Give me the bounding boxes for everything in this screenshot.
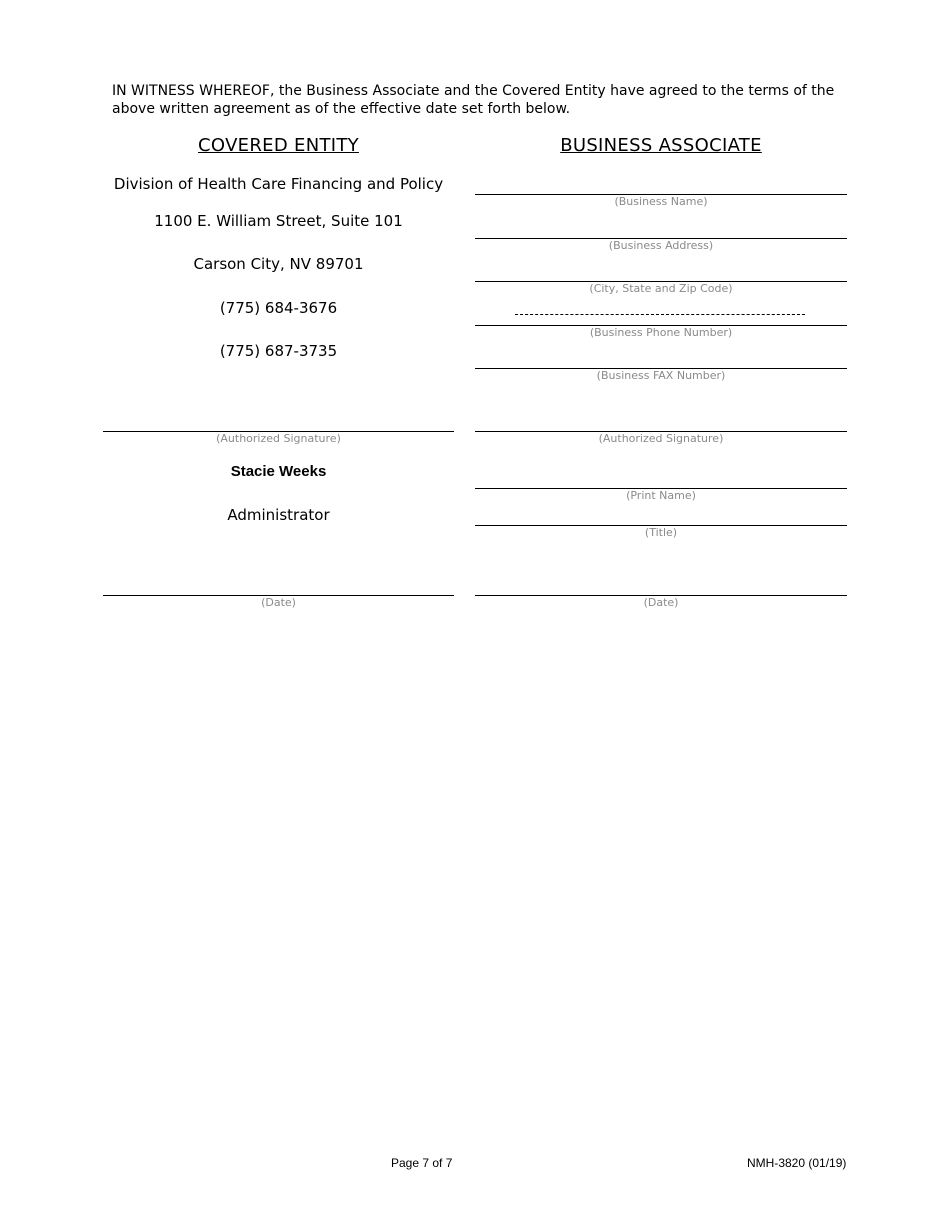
ba-signature-caption: (Authorized Signature) xyxy=(598,432,724,445)
witness-statement: IN WITNESS WHEREOF, the Business Associate and the Covered Entity have agreed to the terms of the above written agreement as of the effective date set forth below. xyxy=(112,83,835,117)
covered-entity-street: 1100 E. William Street, Suite 101 xyxy=(154,212,403,230)
phone-dashed-line xyxy=(515,314,805,315)
ce-signature-caption: (Authorized Signature) xyxy=(216,432,341,445)
covered-entity-phone: (775) 684-3676 xyxy=(219,299,338,317)
business-address-caption: (Business Address) xyxy=(608,239,714,252)
ce-date-caption: (Date) xyxy=(261,596,296,609)
ba-date-caption: (Date) xyxy=(643,596,679,609)
business-phone-caption: (Business Phone Number) xyxy=(589,326,733,339)
ba-print-name-caption: (Print Name) xyxy=(626,489,696,502)
ba-title-caption: (Title) xyxy=(644,526,678,539)
form-id: NMH-3820 (01/19) xyxy=(747,1156,847,1170)
covered-entity-org: Division of Health Care Financing and Policy xyxy=(113,175,444,193)
city-state-zip-caption: (City, State and Zip Code) xyxy=(589,282,733,295)
business-name-caption: (Business Name) xyxy=(614,195,708,208)
business-associate-heading: BUSINESS ASSOCIATE xyxy=(560,135,762,156)
page-number: Page 7 of 7 xyxy=(391,1156,453,1170)
covered-entity-heading: COVERED ENTITY xyxy=(198,135,359,156)
ce-signer-name: Stacie Weeks xyxy=(230,463,327,480)
covered-entity-city: Carson City, NV 89701 xyxy=(193,255,364,273)
business-fax-caption: (Business FAX Number) xyxy=(596,369,726,382)
covered-entity-fax: (775) 687-3735 xyxy=(219,342,338,360)
ce-signer-title: Administrator xyxy=(227,506,330,524)
